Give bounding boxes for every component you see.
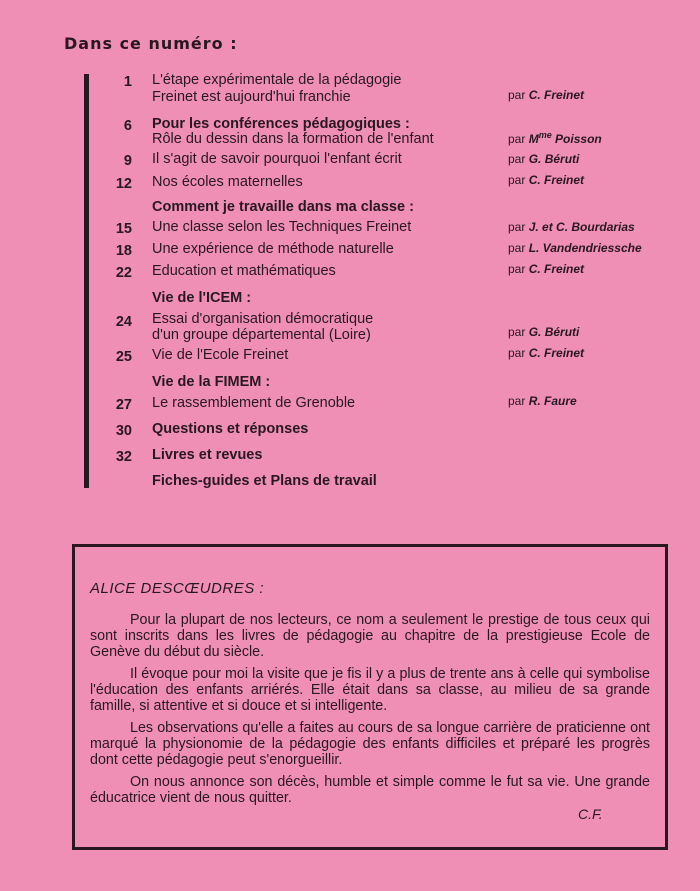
toc-author: par C. Freinet [508,346,585,360]
toc-title-line[interactable]: L'étape expérimentale de la pédagogie [152,72,402,88]
toc-page-number: 25 [115,349,132,365]
toc-author: par C. Freinet [508,173,585,187]
toc-section-heading: Comment je travaille dans ma classe : [152,199,414,215]
toc-vertical-rule [84,74,89,488]
toc-author: par G. Béruti [508,152,580,166]
tribute-paragraph: On nous annonce son décès, humble et simple comme le fut sa vie. Une grande éducatrice vient de nous quitter. [90,774,650,806]
toc-author: par J. et C. Bourdarias [508,220,635,234]
toc-section-heading: Vie de l'ICEM : [152,290,252,306]
toc-page-number: 15 [115,221,132,237]
toc-title-line[interactable]: d'un groupe départemental (Loire) [152,327,371,343]
toc-page-number: 30 [115,423,132,439]
tribute-paragraph: Pour la plupart de nos lecteurs, ce nom a seulement le prestige de tous ceux qui sont inscrits dans les livres de pédagogie au chapitre de la prestigieuse Ecole de Genève du début du siècle. [90,612,650,660]
tribute-text [90,612,650,812]
toc-title-line[interactable]: Il s'agit de savoir pourquoi l'enfant écrit [152,151,402,167]
toc-page-number: 6 [123,118,132,134]
toc-page-number: 27 [115,397,132,413]
toc-page-number: 9 [123,153,132,169]
toc-title-line[interactable]: Essai d'organisation démocratique [152,311,374,327]
toc-title-line[interactable]: Fiches-guides et Plans de travail [152,473,377,489]
toc-author: par G. Béruti [508,325,580,339]
tribute-heading: ALICE DESCŒUDRES : [90,580,265,597]
toc-page-number: 12 [115,176,132,192]
toc-author: par C. Freinet [508,88,585,102]
toc-title-line[interactable]: Nos écoles maternelles [152,174,303,190]
toc-page-number: 24 [115,314,132,330]
toc-title-line[interactable]: Freinet est aujourd'hui franchie [152,89,351,105]
toc-title-line[interactable]: Le rassemblement de Grenoble [152,395,356,411]
toc-page-number: 18 [115,243,132,259]
toc-title-line[interactable]: Education et mathématiques [152,263,336,279]
signature: C.F. [578,806,603,822]
toc-title-line[interactable]: Rôle du dessin dans la formation de l'enfant [152,131,434,147]
toc-title-line[interactable]: Pour les conférences pédagogiques : [152,116,410,132]
toc-page-number: 32 [115,449,132,465]
toc-page-number: 1 [123,74,132,90]
page-title: Dans ce numéro : [64,34,238,53]
toc-author: par $M^{me}$ Poisson [508,130,602,146]
toc-author: par R. Faure [508,394,577,408]
toc-page-number: 22 [115,265,132,281]
toc-title-line[interactable]: Une expérience de méthode naturelle [152,241,394,257]
toc-section-heading: Vie de la FIMEM : [152,374,271,390]
toc-title-line[interactable]: Une classe selon les Techniques Freinet [152,219,412,235]
toc-title-line[interactable]: Vie de l'Ecole Freinet [152,347,289,363]
toc-author: par L. Vandendriessche [508,241,642,255]
toc-title-line[interactable]: Questions et réponses [152,421,309,437]
toc-title-line[interactable]: Livres et revues [152,447,263,463]
tribute-paragraph: Il évoque pour moi la visite que je fis il y a plus de trente ans à celle qui symbolise l'éducation des enfants arriérés. Elle était dans sa classe, au milieu de sa grande famille, si attentive et si douce et si intelligente. [90,666,650,714]
toc-author: par C. Freinet [508,262,585,276]
tribute-paragraph: Les observations qu'elle a faites au cours de sa longue carrière de praticienne ont marqué la physionomie de la pédagogie des enfants difficiles et préparé les progrès dont cette pédagogie peut s'enorgueillir. [90,720,650,768]
